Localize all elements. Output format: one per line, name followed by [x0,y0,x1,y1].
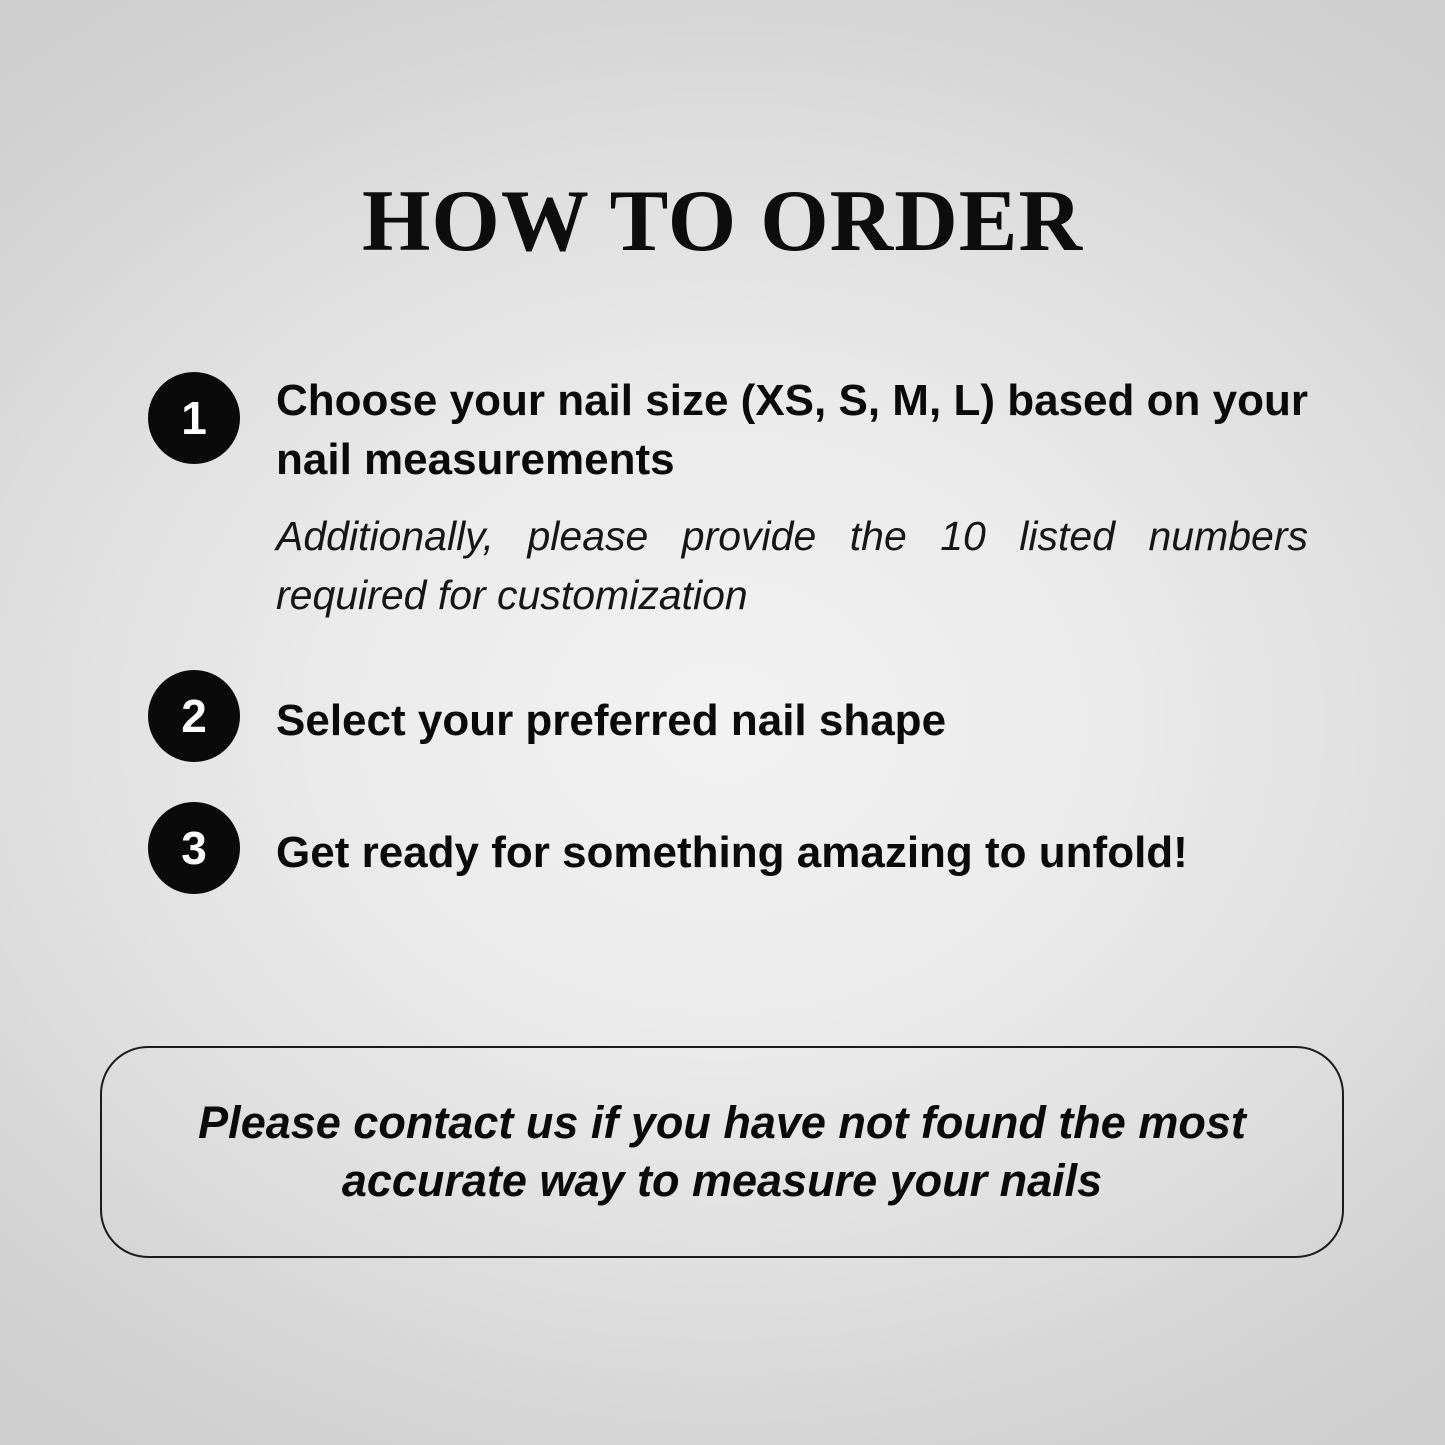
contact-callout-text: Please contact us if you have not found the most accurate way to measure your nails [198,1096,1246,1206]
steps-list [148,372,1308,883]
step-number-badge: 2 [148,670,240,762]
list-item [148,818,1308,883]
step-title: Select your preferred nail shape [276,695,947,745]
step-title: Choose your nail size (XS, S, M, L) based on your nail measurements [276,376,1308,484]
step-body [276,686,1308,751]
step-number-badge: 3 [148,802,240,894]
contact-callout [100,1046,1344,1258]
step-body [276,818,1308,883]
step-body [276,372,1308,626]
list-item [148,372,1308,626]
step-title: Get ready for something amazing to unfold! [276,828,1188,878]
step-number-badge: 1 [148,372,240,464]
page-title: HOW TO ORDER [361,173,1084,270]
list-item [148,686,1308,751]
step-note: Additionally, please provide the 10 listed numbers required for customization [276,513,1308,619]
